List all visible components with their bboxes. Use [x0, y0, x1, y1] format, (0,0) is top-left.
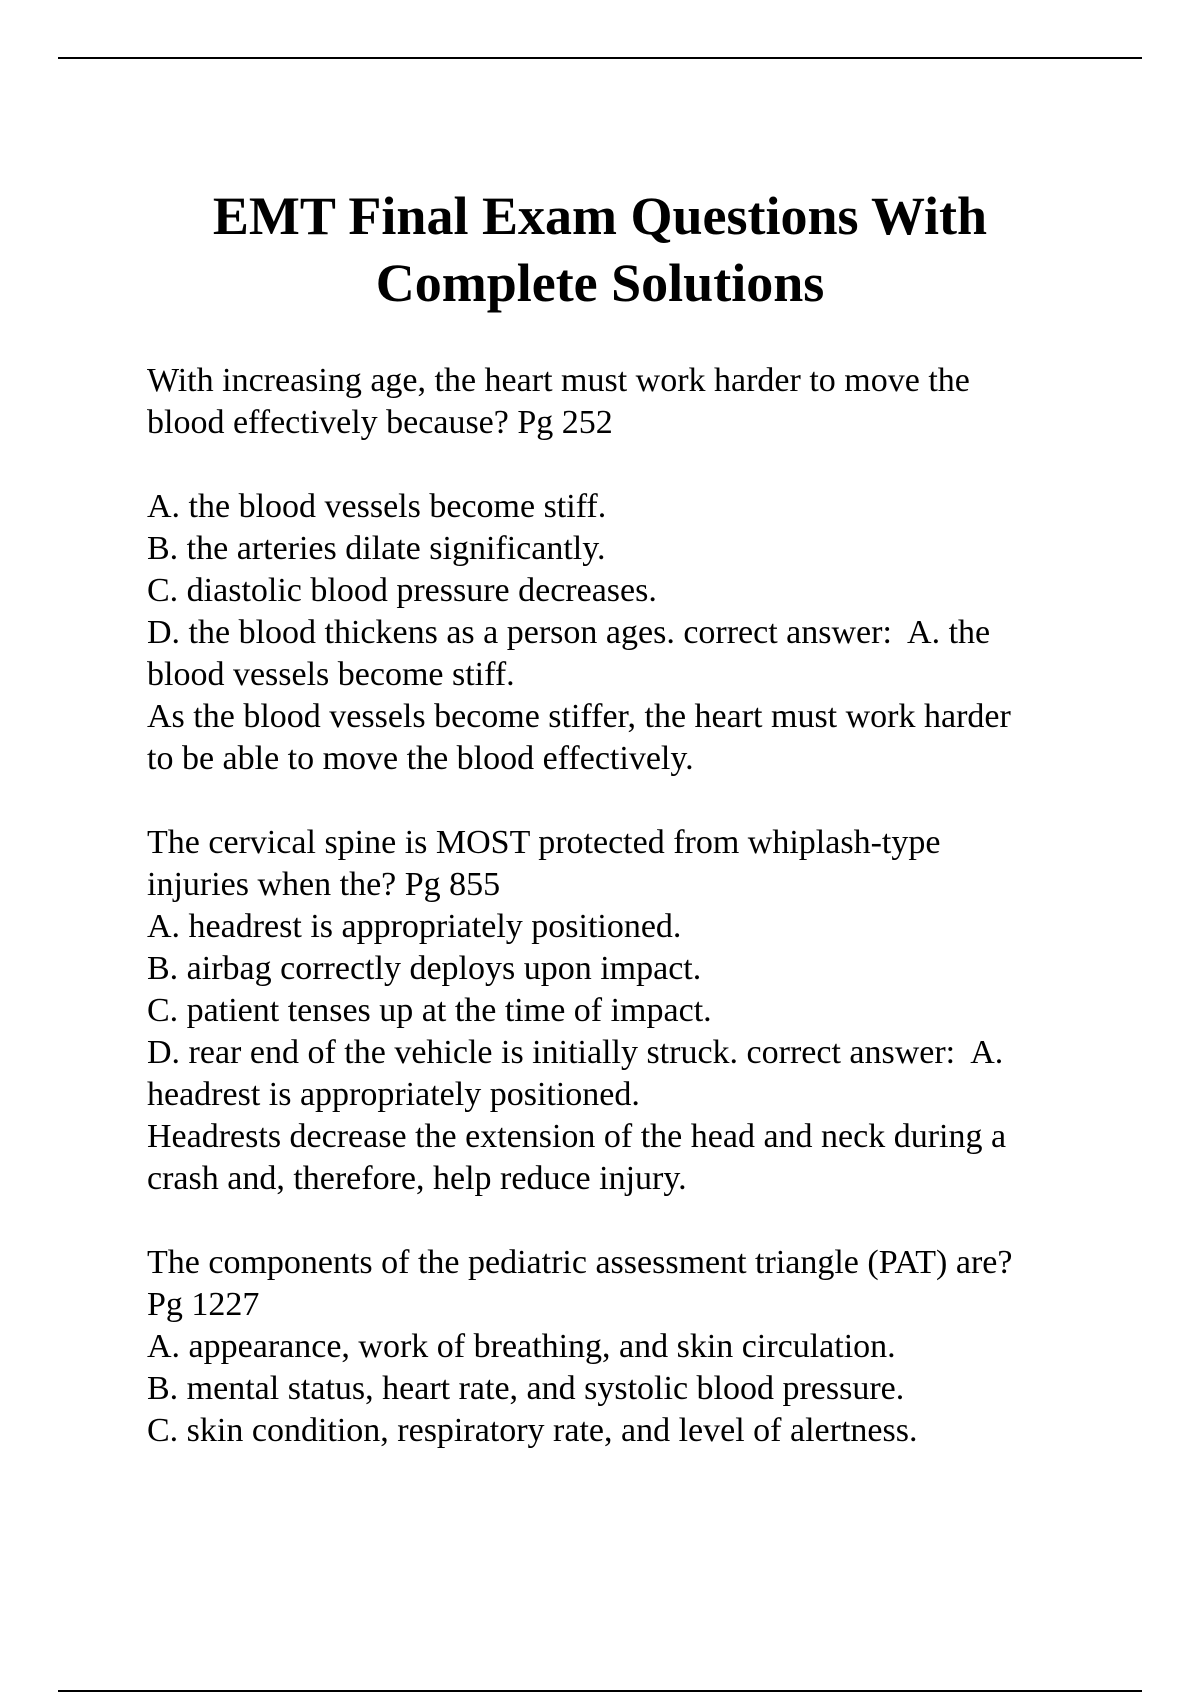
question-2-explanation-line-1: Headrests decrease the extension of the head and neck during a	[147, 1118, 1007, 1155]
document-body	[147, 360, 1097, 1452]
question-1-option-d-answer-line-2: blood vessels become stiff.	[147, 656, 515, 693]
question-2-option-d-answer-line-2: headrest is appropriately positioned.	[147, 1076, 640, 1113]
question-1-explanation-line-1: As the blood vessels become stiffer, the heart must work harder	[147, 698, 1011, 735]
question-2-option-a: A. headrest is appropriately positioned.	[147, 908, 682, 945]
question-1-option-a: A. the blood vessels become stiff.	[147, 488, 607, 525]
question-3-option-b: B. mental status, heart rate, and systolic blood pressure.	[147, 1370, 905, 1407]
question-2-text-line-2: injuries when the? Pg 855	[147, 866, 501, 903]
question-3-text-line-2: Pg 1227	[147, 1286, 260, 1323]
title-line-1: EMT Final Exam Questions With	[212, 186, 988, 246]
question-3-text-line-1: The components of the pediatric assessment triangle (PAT) are?	[147, 1244, 1013, 1281]
title-line-2: Complete Solutions	[375, 253, 825, 313]
spacer	[147, 444, 1097, 486]
question-block-1	[147, 360, 1097, 780]
question-2-option-c: C. patient tenses up at the time of impact.	[147, 992, 712, 1029]
question-2-text-line-1: The cervical spine is MOST protected from whiplash-type	[147, 824, 941, 861]
question-block-3	[147, 1242, 1097, 1452]
question-1-option-c: C. diastolic blood pressure decreases.	[147, 572, 657, 609]
question-1-text-line-1: With increasing age, the heart must work harder to move the	[147, 362, 970, 399]
question-2-option-d-answer-line-1: D. rear end of the vehicle is initially struck. correct answer: A.	[147, 1034, 1004, 1071]
footer-divider	[58, 1690, 1142, 1692]
question-2-explanation-line-2: crash and, therefore, help reduce injury.	[147, 1160, 687, 1197]
header-divider	[58, 57, 1142, 59]
page-title	[100, 183, 1100, 317]
question-2-option-b: B. airbag correctly deploys upon impact.	[147, 950, 702, 987]
question-1-text-line-2: blood effectively because? Pg 252	[147, 404, 613, 441]
spacer	[147, 1200, 1097, 1242]
question-3-option-c: C. skin condition, respiratory rate, and level of alertness.	[147, 1412, 918, 1449]
question-1-option-b: B. the arteries dilate significantly.	[147, 530, 606, 567]
question-3-option-a: A. appearance, work of breathing, and skin circulation.	[147, 1328, 896, 1365]
question-1-option-d-answer-line-1: D. the blood thickens as a person ages. correct answer: A. the	[147, 614, 991, 651]
question-1-explanation-line-2: to be able to move the blood effectively.	[147, 740, 694, 777]
spacer	[147, 780, 1097, 822]
question-block-2	[147, 822, 1097, 1200]
